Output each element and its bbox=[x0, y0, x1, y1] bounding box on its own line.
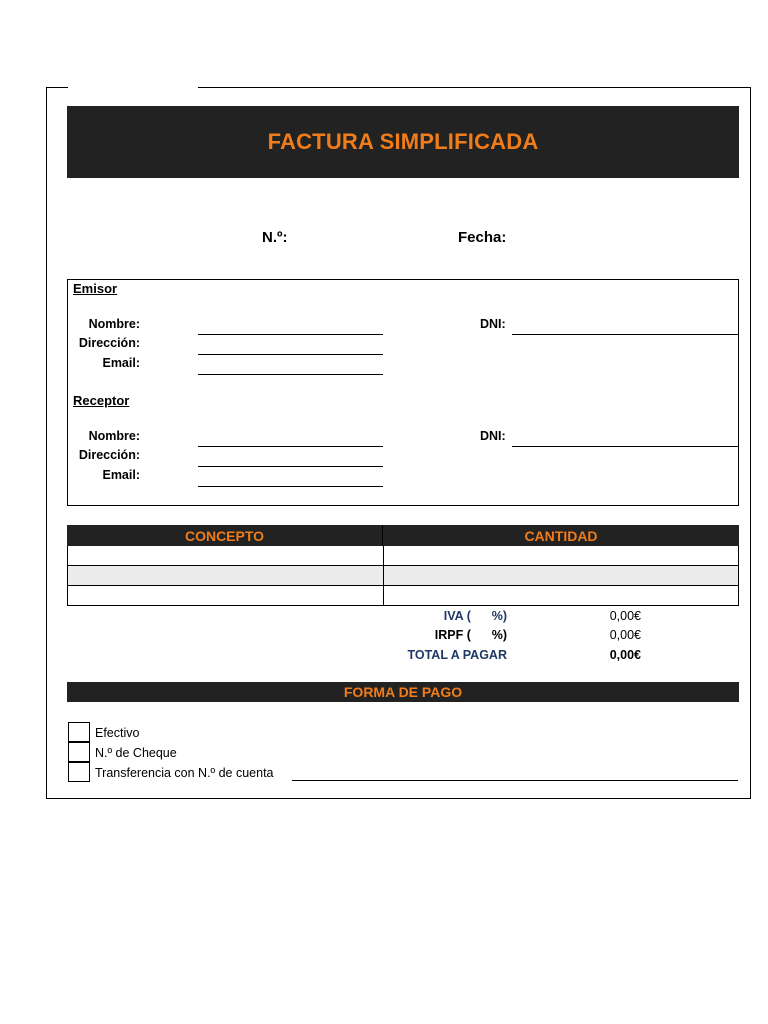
numero-label: N.º: bbox=[262, 229, 288, 246]
table-row bbox=[67, 546, 739, 566]
table-row bbox=[67, 586, 739, 606]
invoice-title: FACTURA SIMPLIFICADA bbox=[267, 129, 539, 154]
receptor-email-label: Email: bbox=[102, 468, 140, 482]
transferencia-label: Transferencia con N.º de cuenta bbox=[95, 766, 274, 780]
concepto-cell[interactable] bbox=[67, 586, 383, 606]
fecha-label: Fecha: bbox=[458, 229, 507, 246]
table-row bbox=[67, 566, 739, 586]
transferencia-checkbox[interactable] bbox=[68, 762, 90, 782]
emisor-email-label: Email: bbox=[102, 356, 140, 370]
total-label: TOTAL A PAGAR bbox=[407, 648, 507, 662]
cheque-label: N.º de Cheque bbox=[95, 746, 177, 760]
receptor-nombre-label: Nombre: bbox=[88, 429, 140, 443]
parties-box bbox=[67, 279, 739, 506]
iva-value: 0,00€ bbox=[609, 609, 641, 623]
efectivo-checkbox[interactable] bbox=[68, 722, 90, 742]
cantidad-cell[interactable] bbox=[383, 566, 739, 586]
emisor-title: Emisor bbox=[73, 281, 118, 296]
emisor-nombre-field[interactable] bbox=[198, 334, 383, 335]
receptor-direccion-label: Dirección: bbox=[78, 448, 140, 462]
receptor-email-field[interactable] bbox=[198, 486, 383, 487]
emisor-dni-label: DNI: bbox=[480, 317, 506, 331]
payment-band bbox=[67, 682, 739, 702]
concepto-cell[interactable] bbox=[67, 566, 383, 586]
receptor-title: Receptor bbox=[73, 393, 130, 408]
emisor-direccion-field[interactable] bbox=[198, 354, 383, 355]
total-value: 0,00€ bbox=[609, 648, 641, 662]
irpf-value: 0,00€ bbox=[609, 628, 641, 642]
emisor-email-field[interactable] bbox=[198, 374, 383, 375]
column-header-cantidad: CANTIDAD bbox=[524, 527, 598, 544]
efectivo-label: Efectivo bbox=[95, 726, 140, 740]
receptor-direccion-field[interactable] bbox=[198, 466, 383, 467]
irpf-label: IRPF ( %) bbox=[434, 628, 507, 642]
receptor-dni-label: DNI: bbox=[480, 429, 506, 443]
column-header-concepto: CONCEPTO bbox=[67, 525, 383, 546]
title-band bbox=[67, 106, 739, 178]
emisor-direccion-label: Dirección: bbox=[78, 336, 140, 350]
cantidad-cell[interactable] bbox=[383, 546, 739, 566]
emisor-dni-field[interactable] bbox=[512, 334, 738, 335]
payment-title: FORMA DE PAGO bbox=[343, 684, 463, 700]
cantidad-cell[interactable] bbox=[383, 586, 739, 606]
cuenta-field[interactable] bbox=[292, 780, 738, 781]
receptor-dni-field[interactable] bbox=[512, 446, 738, 447]
frame-gap bbox=[68, 85, 198, 89]
receptor-nombre-field[interactable] bbox=[198, 446, 383, 447]
items-table-header bbox=[67, 525, 739, 546]
concepto-cell[interactable] bbox=[67, 546, 383, 566]
emisor-nombre-label: Nombre: bbox=[88, 317, 140, 331]
iva-label: IVA ( %) bbox=[443, 609, 507, 623]
cheque-checkbox[interactable] bbox=[68, 742, 90, 762]
